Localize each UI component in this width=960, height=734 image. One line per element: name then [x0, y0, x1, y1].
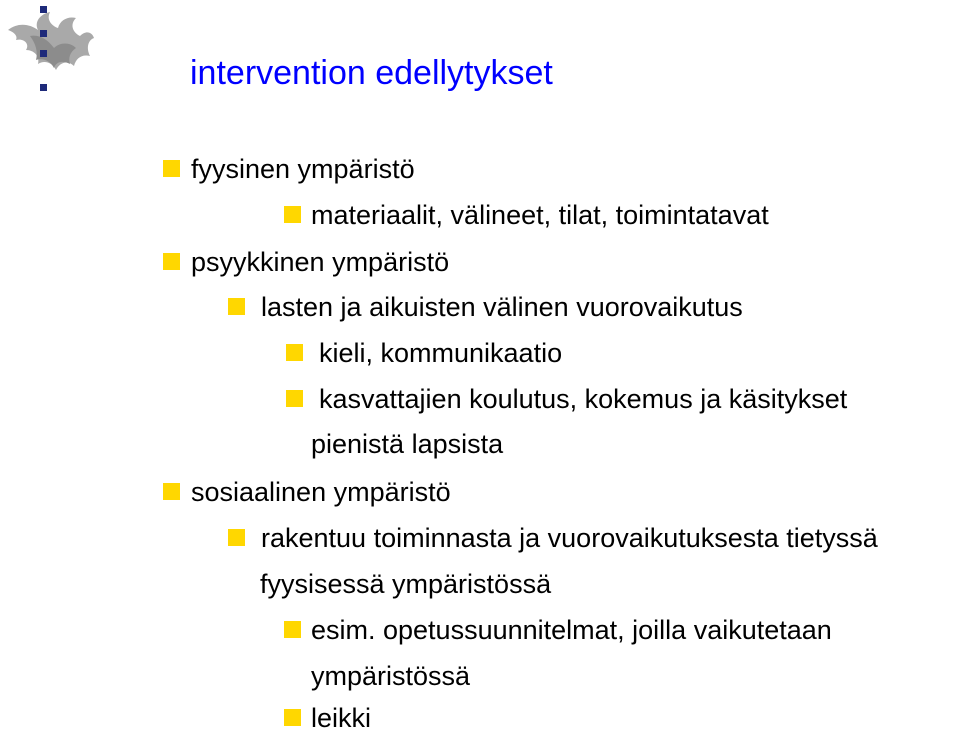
square-bullet-icon [163, 160, 180, 177]
square-bullet-icon [284, 709, 301, 726]
list-item [163, 247, 449, 278]
list-item-text: sosiaalinen ympäristö [191, 477, 451, 507]
square-bullet-icon [228, 298, 245, 315]
list-item-text: lasten ja aikuisten välinen vuorovaikutus [261, 292, 743, 322]
list-item [163, 154, 415, 185]
square-bullet-icon [228, 529, 245, 546]
square-bullet-icon [286, 390, 303, 407]
list-item-text: psyykkinen ympäristö [191, 247, 450, 277]
list-item [284, 703, 371, 734]
square-bullet-icon [286, 344, 303, 361]
square-bullet-icon [163, 253, 180, 270]
list-item [286, 338, 562, 369]
square-bullet-icon [284, 621, 301, 638]
list-item [284, 615, 832, 646]
list-item-continuation: ympäristössä [311, 661, 471, 691]
list-item [286, 384, 847, 415]
list-item-text: fyysinen ympäristö [191, 154, 415, 184]
list-item-text: esim. opetussuunnitelmat, joilla vaikutetaan [311, 615, 832, 645]
square-bullet-icon [284, 206, 301, 223]
list-item-text: leikki [311, 703, 372, 733]
slide-title: intervention edellytykset [190, 54, 553, 92]
list-item [228, 523, 878, 554]
list-item [163, 477, 451, 508]
list-item [228, 292, 743, 323]
university-logo-icon [0, 0, 100, 100]
list-item-text: kieli, kommunikaatio [319, 338, 563, 368]
square-bullet-icon [163, 483, 180, 500]
list-item [284, 200, 769, 231]
list-item-continuation: pienistä lapsista [311, 429, 504, 459]
list-item-text: rakentuu toiminnasta ja vuorovaikutuksesta tietyssä [261, 523, 878, 553]
list-item-text: materiaalit, välineet, tilat, toimintatavat [311, 200, 769, 230]
list-item-text: kasvattajien koulutus, kokemus ja käsitykset [319, 384, 848, 414]
list-item-continuation: fyysisessä ympäristössä [260, 569, 552, 599]
